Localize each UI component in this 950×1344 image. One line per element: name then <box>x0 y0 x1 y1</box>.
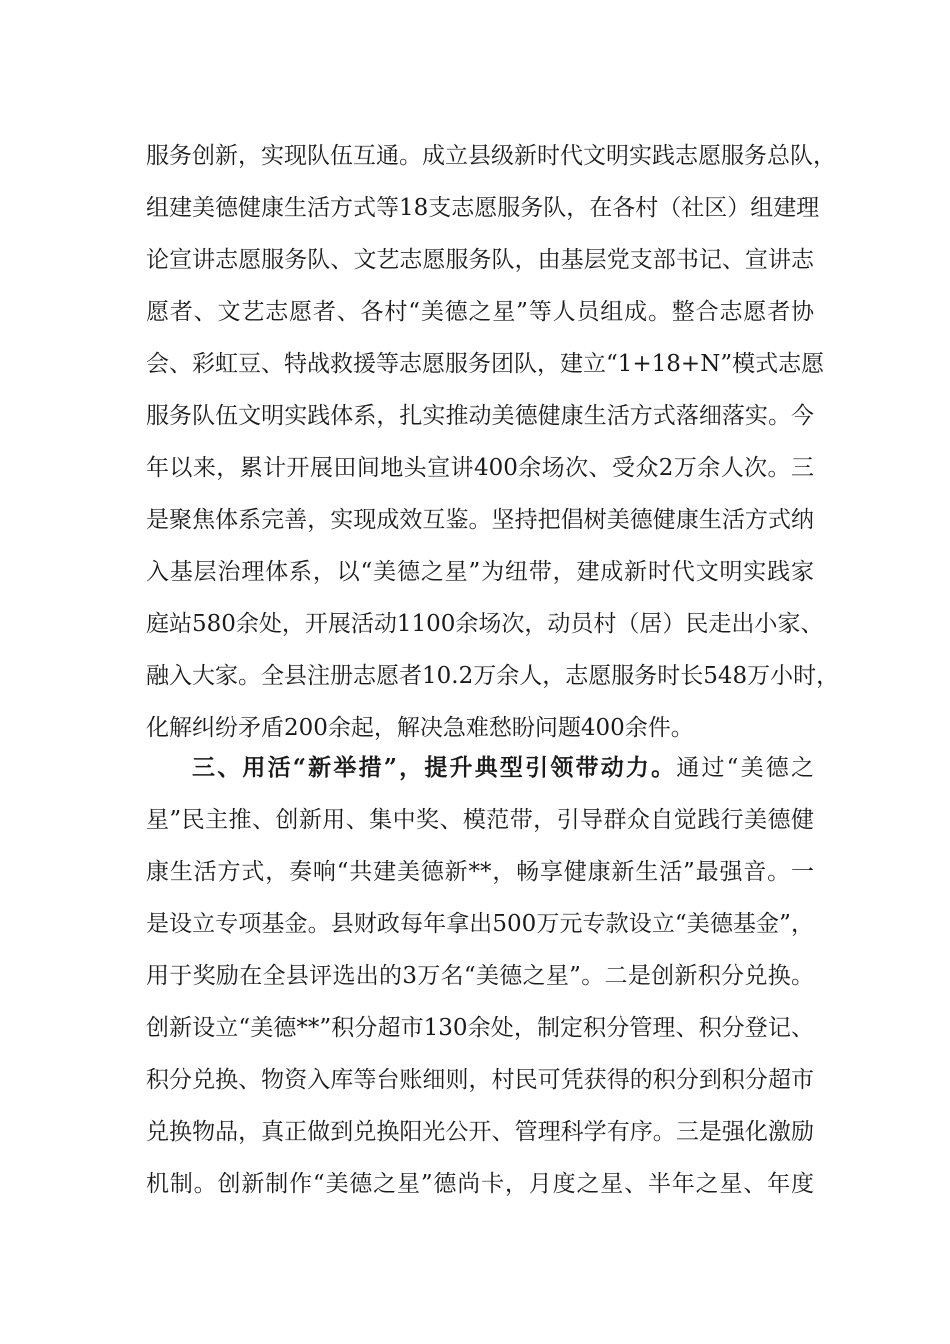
text-line: 会、彩虹豆、特战救援等志愿服务团队，建立“1+18+N”模式志愿 <box>146 351 825 377</box>
section-heading-line <box>146 742 814 794</box>
text-line: 用于奖励在全县评选出的3万名“美德之星”。二是创新积分兑换。 <box>146 963 814 989</box>
text-line: 积分兑换、物资入库等台账细则，村民可凭获得的积分到积分超市 <box>146 1067 814 1093</box>
text-line: 创新设立“美德**”积分超市130余处，制定积分管理、积分登记、 <box>146 1015 814 1041</box>
text-line: 是设立专项基金。县财政每年拿出500万元专款设立“美德基金”， <box>146 911 814 937</box>
text-line: 机制。创新制作“美德之星”德尚卡，月度之星、半年之星、年度 <box>146 1171 814 1197</box>
text-line: 组建美德健康生活方式等18支志愿服务队，在各村（社区）组建理 <box>146 195 820 221</box>
text-line: 服务创新，实现队伍互通。成立县级新时代文明实践志愿服务总队， <box>146 143 836 169</box>
text-line: 康生活方式，奏响“共建美德新**，畅享健康新生活”最强音。一 <box>146 859 814 885</box>
paragraph-volunteer-service <box>146 130 840 754</box>
text-line: 入基层治理体系，以“美德之星”为纽带，建成新时代文明实践家 <box>146 559 814 585</box>
section-heading: 三、用活“新举措”，提升典型引领带动力。 <box>192 754 677 781</box>
paragraph-new-measures <box>146 742 814 1210</box>
text-run: 通过“美德之 <box>676 755 814 781</box>
text-line: 化解纠纷矛盾200余起，解决急难愁盼问题400余件。 <box>146 715 694 741</box>
text-line: 年以来，累计开展田间地头宣讲400余场次、受众2万余人次。三 <box>146 455 814 481</box>
text-line: 论宣讲志愿服务队、文艺志愿服务队，由基层党支部书记、宣讲志 <box>146 247 814 273</box>
text-line: 融入大家。全县注册志愿者10.2万余人，志愿服务时长548万小时， <box>146 663 840 689</box>
text-line: 愿者、文艺志愿者、各村“美德之星”等人员组成。整合志愿者协 <box>146 299 814 325</box>
text-line: 星”民主推、创新用、集中奖、模范带，引导群众自觉践行美德健 <box>146 807 814 833</box>
text-line: 庭站580余处，开展活动1100余场次，动员村（居）民走出小家、 <box>146 611 824 637</box>
text-line: 是聚焦体系完善，实现成效互鉴。坚持把倡树美德健康生活方式纳 <box>146 507 814 533</box>
text-line: 兑换物品，真正做到兑换阳光公开、管理科学有序。三是强化激励 <box>146 1119 814 1145</box>
text-line: 服务队伍文明实践体系，扎实推动美德健康生活方式落细落实。今 <box>146 403 814 429</box>
